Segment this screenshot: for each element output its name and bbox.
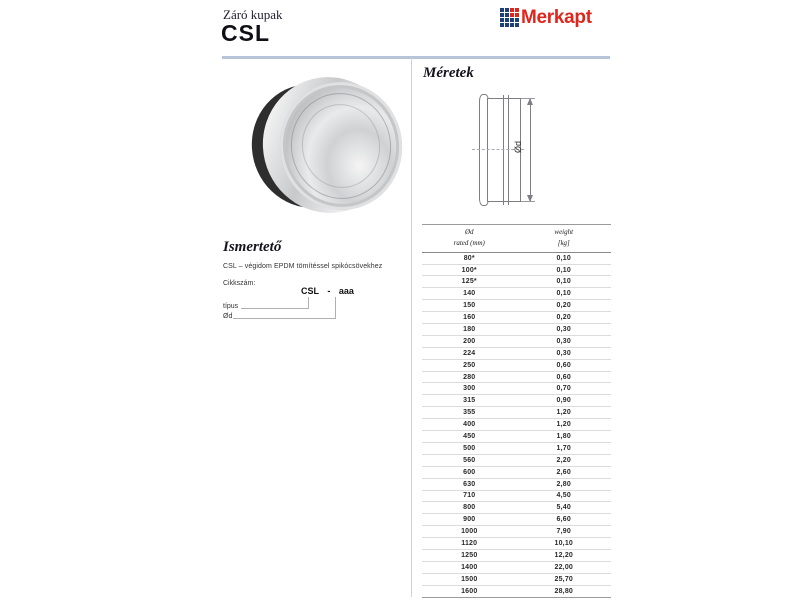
table-row [422, 407, 611, 419]
product-name: Záró kupak [223, 7, 283, 22]
weight-cell: 0,60 [556, 373, 571, 381]
weight-cell: 10,10 [554, 540, 574, 547]
table-row [422, 300, 611, 312]
table-row [422, 348, 611, 360]
weight-column-header [517, 227, 612, 249]
weight-cell: 12,20 [554, 551, 574, 559]
diameter-cell: 160 [463, 314, 476, 322]
weight-header-line1: weight [554, 228, 574, 236]
weight-cell: 5,40 [556, 504, 571, 512]
table-row [422, 562, 611, 574]
diameter-dimension-label: Ød [513, 140, 524, 154]
product-photo [246, 72, 408, 220]
weight-cell: 0,30 [556, 337, 571, 345]
size-table-rows [422, 253, 611, 598]
dimension-drawing [460, 88, 550, 212]
arrow-down-icon [527, 195, 533, 202]
table-row [422, 360, 611, 372]
diameter-cell: 150 [463, 302, 476, 310]
table-row [422, 526, 611, 538]
diameter-cell: 1600 [461, 587, 478, 595]
diameter-cell: 800 [463, 504, 476, 512]
drawing-seam-line [503, 95, 504, 205]
table-row [422, 336, 611, 348]
sku-label: Cikkszám: [223, 280, 256, 287]
description-heading: Ismertető [223, 239, 282, 255]
weight-cell: 1,80 [556, 432, 571, 440]
weight-cell: 1,70 [556, 444, 571, 452]
table-row [422, 324, 611, 336]
weight-cell: 1,20 [556, 421, 571, 429]
table-row [422, 550, 611, 562]
table-row [422, 372, 611, 384]
weight-cell: 7,90 [556, 528, 571, 536]
diameter-cell: 280 [463, 373, 476, 381]
table-row [422, 419, 611, 431]
weight-cell: 4,50 [556, 492, 571, 500]
table-row [422, 276, 611, 288]
table-row [422, 253, 611, 265]
weight-cell: 0,60 [556, 361, 571, 369]
diameter-cell: 355 [463, 409, 476, 417]
header-rule [222, 56, 610, 59]
weight-header-line2: [kg] [557, 238, 570, 247]
weight-cell: 0,20 [556, 302, 571, 310]
arrow-up-icon [527, 98, 533, 105]
diameter-cell: 315 [463, 397, 476, 405]
drawing-dimension-line [530, 99, 531, 201]
diameter-cell: 1400 [461, 563, 478, 571]
diameter-cell: 600 [463, 468, 476, 476]
diameter-cell: 1120 [461, 540, 478, 547]
table-row [422, 383, 611, 395]
table-row [422, 395, 611, 407]
diameter-cell: 710 [463, 492, 476, 500]
table-row [422, 431, 611, 443]
weight-cell: 0,70 [556, 385, 571, 393]
diameter-cell: 80* [463, 254, 475, 262]
product-description: CSL – végidom EPDM tömítéssel spikócsövekhez [223, 263, 383, 270]
weight-cell: 2,20 [556, 456, 571, 464]
sku-code: CSL - aaa [301, 286, 354, 296]
callout-line-diameter [233, 297, 336, 319]
drawing-seam-line [508, 95, 509, 205]
weight-cell: 6,60 [556, 516, 571, 524]
table-row [422, 312, 611, 324]
weight-cell: 22,00 [554, 563, 574, 571]
diameter-cell: 224 [463, 349, 476, 357]
diameter-cell: 450 [463, 432, 476, 440]
diameter-cell: 300 [463, 385, 476, 393]
table-row [422, 502, 611, 514]
table-row [422, 538, 611, 550]
weight-cell: 0,30 [556, 325, 571, 333]
diameter-header-line1: Ød [464, 228, 474, 236]
diameter-cell: 560 [463, 456, 476, 464]
weight-cell: 0,10 [556, 278, 571, 286]
diameter-cell: 1250 [461, 551, 478, 559]
table-row [422, 288, 611, 300]
diameter-cell: 100* [461, 266, 477, 274]
diameter-cell: 250 [463, 361, 476, 369]
weight-cell: 25,70 [554, 575, 574, 583]
diameter-cell: 180 [463, 325, 476, 333]
weight-cell: 1,20 [556, 409, 571, 417]
diameter-column-header [422, 227, 517, 249]
logo-grid-icon [500, 8, 519, 27]
weight-cell: 0,30 [556, 349, 571, 357]
weight-cell: 2,60 [556, 468, 571, 476]
diameter-header-line2: rated (mm) [453, 238, 485, 247]
weight-cell: 0,10 [556, 266, 571, 274]
weight-cell: 0,20 [556, 314, 571, 322]
table-row [422, 491, 611, 503]
callout-diameter-label: Ød [223, 313, 233, 320]
diameter-cell: 630 [463, 480, 476, 488]
weight-cell: 0,10 [556, 290, 571, 298]
size-table-header [422, 224, 611, 253]
diameter-cell: 1500 [461, 575, 478, 583]
table-row [422, 514, 611, 526]
weight-cell: 2,80 [556, 480, 571, 488]
callout-type-label: típus [223, 303, 239, 310]
product-code: CSL [221, 20, 270, 46]
diameter-cell: 400 [463, 421, 476, 429]
weight-cell: 0,10 [556, 254, 571, 262]
weight-cell: 0,90 [556, 397, 571, 405]
table-row [422, 586, 611, 598]
diameter-cell: 125* [461, 278, 477, 286]
diameter-cell: 140 [463, 290, 476, 298]
table-row [422, 479, 611, 491]
table-row [422, 265, 611, 277]
merkapt-logo [500, 8, 592, 27]
dimensions-heading: Méretek [423, 65, 474, 81]
size-table [422, 224, 611, 598]
diameter-cell: 900 [463, 516, 476, 524]
diameter-cell: 500 [463, 444, 476, 452]
table-row [422, 467, 611, 479]
diameter-cell: 200 [463, 337, 476, 345]
table-row [422, 574, 611, 586]
column-divider [411, 57, 412, 597]
logo-text: Merkapt [521, 7, 592, 28]
diameter-cell: 1000 [461, 528, 478, 536]
table-row [422, 455, 611, 467]
table-row [422, 443, 611, 455]
weight-cell: 28,80 [554, 587, 574, 595]
